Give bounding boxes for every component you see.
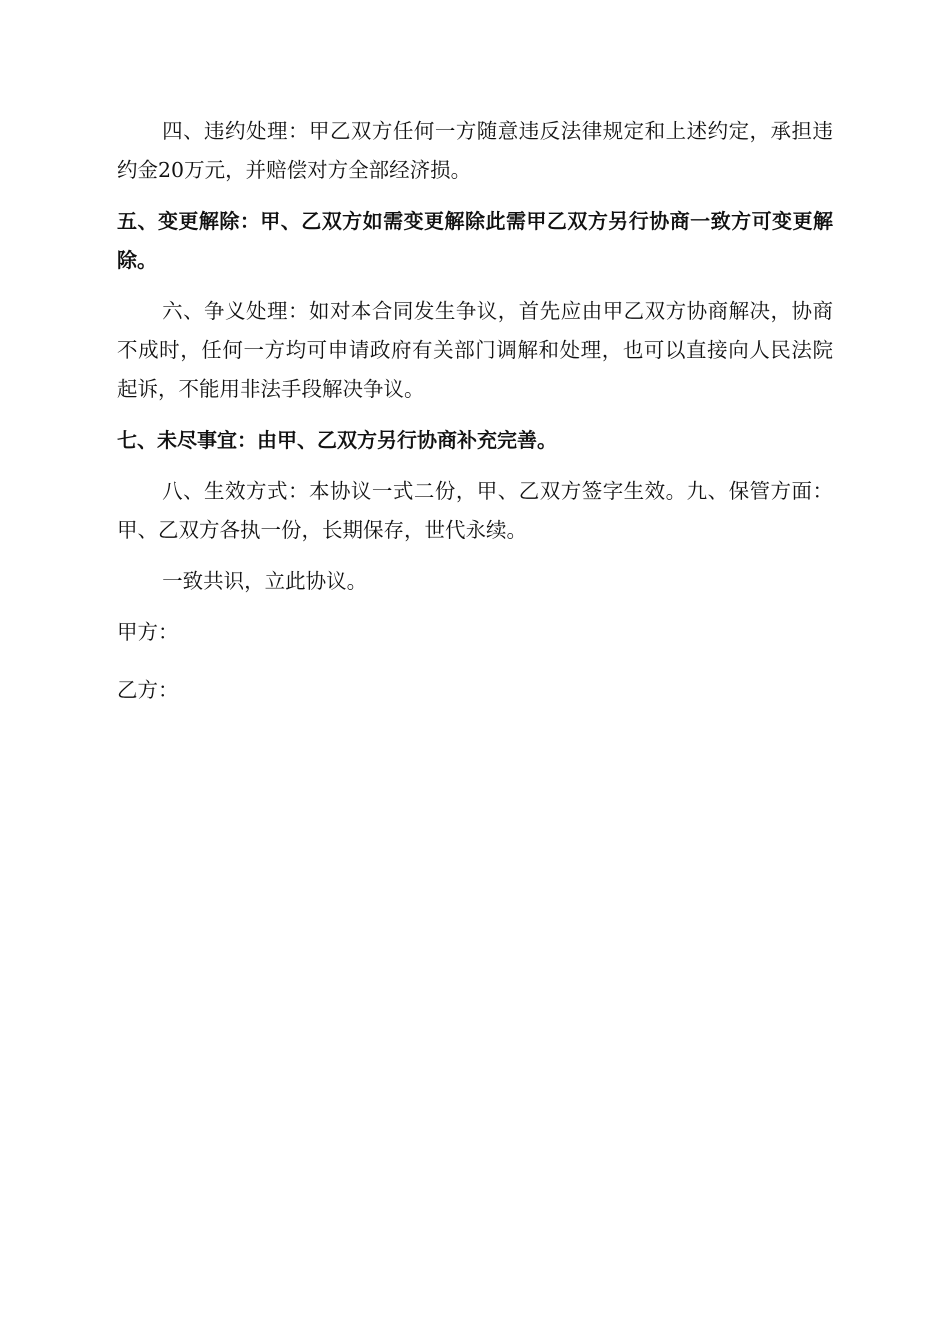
closing-statement: 一致共识，立此协议。 <box>162 569 368 593</box>
clause-breach: 四、违约处理：甲乙双方任何一方随意违反法律规定和上述约定，承担违约金20万元，并赔偿对方全部经济损。 <box>117 119 833 182</box>
clause-other-matters: 七、未尽事宜：由甲、乙双方另行协商补充完善。 <box>117 428 557 452</box>
clause-effectiveness: 八、生效方式：本协议一式二份，甲、乙双方签字生效。九、保管方面：甲、乙双方各执一份，长期保存，世代永续。 <box>117 479 833 542</box>
party-a-signature-label: 甲方： <box>117 620 179 644</box>
party-b-signature-label: 乙方： <box>117 678 179 702</box>
document-body <box>117 112 833 710</box>
clause-modification: 五、变更解除：甲、乙双方如需变更解除此需甲乙双方另行协商一致方可变更解除。 <box>117 209 833 272</box>
clause-dispute: 六、争义处理：如对本合同发生争议，首先应由甲乙双方协商解决，协商不成时，任何一方均可申请政府有关部门调解和处理，也可以直接向人民法院起诉，不能用非法手段解决争议。 <box>117 299 833 401</box>
